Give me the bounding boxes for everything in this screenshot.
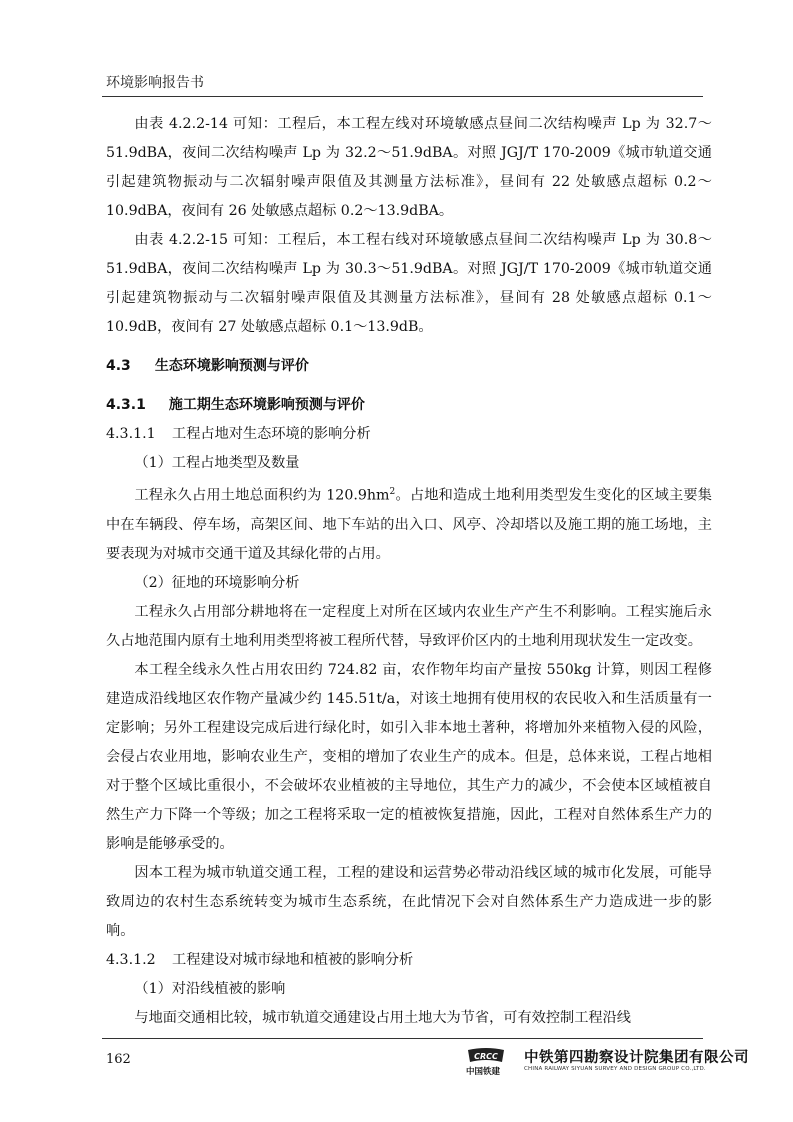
- subsection-title: 施工期生态环境影响预测与评价: [168, 397, 365, 413]
- running-header: 环境影响报告书: [106, 75, 204, 91]
- land-area-text-cont: 。占地和造成土地利用类型发生变化的区域主要集中在车辆段、停车场，高架区间、地下车站的出入口、风亭、冷却塔以及施工期的施工场地，主要表现为对城市交通干道及其绿化带的占用。: [106, 487, 712, 562]
- subsubsection-title: 工程占地对生态环境的影响分析: [172, 426, 371, 442]
- page-number: 162: [106, 1052, 131, 1067]
- superscript: 2: [389, 487, 396, 497]
- subsubsection-heading: [106, 420, 712, 449]
- list-item-label: （1）工程占地类型及数量: [134, 455, 300, 471]
- body-paragraph: 本工程全线永久性占用农田约 724.82 亩，农作物年均亩产量按 550kg 计算，则因工程修建造成沿线地区农作物产量减少约 145.51t/a，对该土地拥有使用权的农民收入和生活质量有一定影响；另外工程建设完成后进行绿化时，如引入非本地土著种，将增加外来植物入侵的风险，会侵占农业用地，影响农业生产，变相的增加了农业生产的成本。但是，总体来说，工程占地相对于整个区域比重很小，不会破坏农业植被的主导地位，其生产力的减少，不会使本区域植被自然生产力下降一个等级；加之工程将采取一定的植被恢复措施，因此，工程对自然体系生产力的影响是能够承受的。: [106, 661, 712, 852]
- list-item-label: （2）征地的环境影响分析: [134, 574, 300, 591]
- company-name-cn: 中铁第四勘察设计院集团有限公司: [524, 1050, 749, 1066]
- body-paragraph: 工程永久占用部分耕地将在一定程度上对所在区域内农业生产产生不利影响。工程实施后永久占地范围内原有土地利用类型将被工程所代替，导致评价区内的土地利用现状发生一定改变。: [106, 603, 712, 649]
- crcc-logo-icon: [466, 1047, 506, 1065]
- section-heading: [106, 352, 712, 381]
- section-number: 4.3: [106, 358, 131, 374]
- subsubsection-number: 4.3.1.1: [106, 426, 156, 442]
- subsection-heading: [106, 391, 712, 420]
- subsubsection-heading: [106, 946, 712, 975]
- logo-text: CRCC: [474, 1052, 498, 1061]
- company-logo: [466, 1047, 518, 1075]
- body-paragraph: 与地面交通相比较，城市轨道交通建设占用土地大为节省，可有效控制工程沿线: [134, 1009, 631, 1026]
- land-area-text: 工程永久占用土地总面积约为 120.9hm: [134, 487, 390, 504]
- section-title: 生态环境影响预测与评价: [154, 358, 309, 374]
- company-name-en: CHINA RAILWAY SIYUAN SURVEY AND DESIGN GROUP CO.,LTD.: [524, 1066, 706, 1072]
- body-paragraph: 由表 4.2.2-14 可知：工程后，本工程左线对环境敏感点昼间二次结构噪声 Lp 为 32.7～51.9dBA，夜间二次结构噪声 Lp 为 32.2～51.9dBA。对照 JGJ/T 170-2009《城市轨道交通引起建筑物振动与二次辐射噪声限值及其测量方法标准》，昼间有 22 处敏感点超标 0.2～10.9dBA，夜间有 26 处敏感点超标 0.2～13.9dBA。: [106, 116, 712, 219]
- subsubsection-title: 工程建设对城市绿地和植被的影响分析: [172, 951, 414, 968]
- logo-subtitle: 中国铁建: [466, 1067, 501, 1077]
- subsection-number: 4.3.1: [106, 397, 146, 413]
- body-paragraph: 由表 4.2.2-15 可知：工程后，本工程右线对环境敏感点昼间二次结构噪声 Lp 为 30.8～51.9dBA，夜间二次结构噪声 Lp 为 30.3～51.9dBA。对照 JGJ/T 170-2009《城市轨道交通引起建筑物振动与二次辐射噪声限值及其测量方法标准》，昼间有 28 处敏感点超标 0.1～10.9dB，夜间有 27 处敏感点超标 0.1～13.9dB。: [106, 232, 712, 335]
- header-divider: [102, 96, 703, 97]
- footer-divider: [102, 1038, 703, 1039]
- list-item-label: （1）对沿线植被的影响: [134, 980, 286, 997]
- body-paragraph: [106, 478, 712, 569]
- subsubsection-number: 4.3.1.2: [106, 951, 156, 968]
- page-body: [106, 110, 712, 1033]
- body-paragraph: 因本工程为城市轨道交通工程，工程的建设和运营势必带动沿线区域的城市化发展，可能导致周边的农村生态系统转变为城市生态系统，在此情况下会对自然体系生产力造成进一步的影响。: [106, 864, 712, 939]
